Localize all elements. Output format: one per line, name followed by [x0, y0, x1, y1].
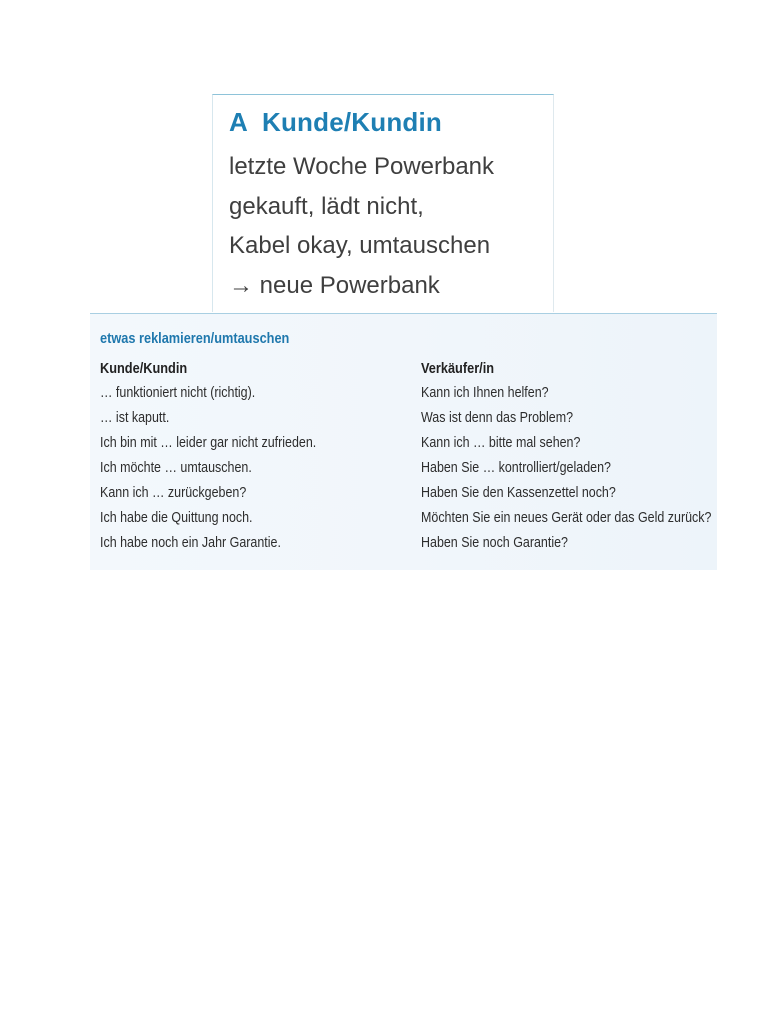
role-card-note: Kabel okay, umtauschen — [229, 232, 491, 259]
role-card-notes — [229, 147, 494, 305]
customer-phrase: Ich habe noch ein Jahr Garantie. — [100, 535, 281, 551]
customer-phrase: Kann ich … zurückgeben? — [100, 485, 247, 501]
phrase-box — [90, 313, 717, 570]
role-card — [212, 94, 554, 312]
seller-phrase-list — [421, 381, 759, 556]
seller-phrase: Haben Sie noch Garantie? — [421, 535, 568, 551]
role-card-note: letzte Woche Powerbank — [229, 153, 495, 180]
customer-phrase: Ich habe die Quittung noch. — [100, 510, 253, 526]
seller-phrase: Kann ich Ihnen helfen? — [421, 385, 549, 401]
role-card-letter: A — [229, 107, 248, 137]
customer-phrase: … funktioniert nicht (richtig). — [100, 385, 256, 401]
customer-column — [100, 357, 351, 556]
seller-phrase: Was ist denn das Problem? — [421, 410, 574, 426]
customer-heading: Kunde/Kundin — [100, 361, 188, 377]
role-card-title — [229, 107, 442, 138]
customer-phrase: Ich bin mit … leider gar nicht zufrieden. — [100, 435, 317, 451]
seller-column — [421, 357, 759, 556]
role-card-note: → neue Powerbank — [229, 271, 440, 299]
seller-heading: Verkäufer/in — [421, 361, 495, 377]
seller-phrase: Kann ich … bitte mal sehen? — [421, 435, 581, 451]
seller-phrase: Möchten Sie ein neues Gerät oder das Geld zurück? — [421, 510, 712, 526]
role-card-role: Kunde/Kundin — [261, 107, 443, 137]
phrase-box-title: etwas reklamieren/umtauschen — [100, 331, 290, 347]
customer-phrase: … ist kaputt. — [100, 410, 170, 426]
seller-phrase: Haben Sie den Kassenzettel noch? — [421, 485, 616, 501]
customer-phrase-list — [100, 381, 351, 556]
seller-phrase: Haben Sie … kontrolliert/geladen? — [421, 460, 611, 476]
customer-phrase: Ich möchte … umtauschen. — [100, 460, 252, 476]
role-card-note: gekauft, lädt nicht, — [229, 192, 424, 220]
